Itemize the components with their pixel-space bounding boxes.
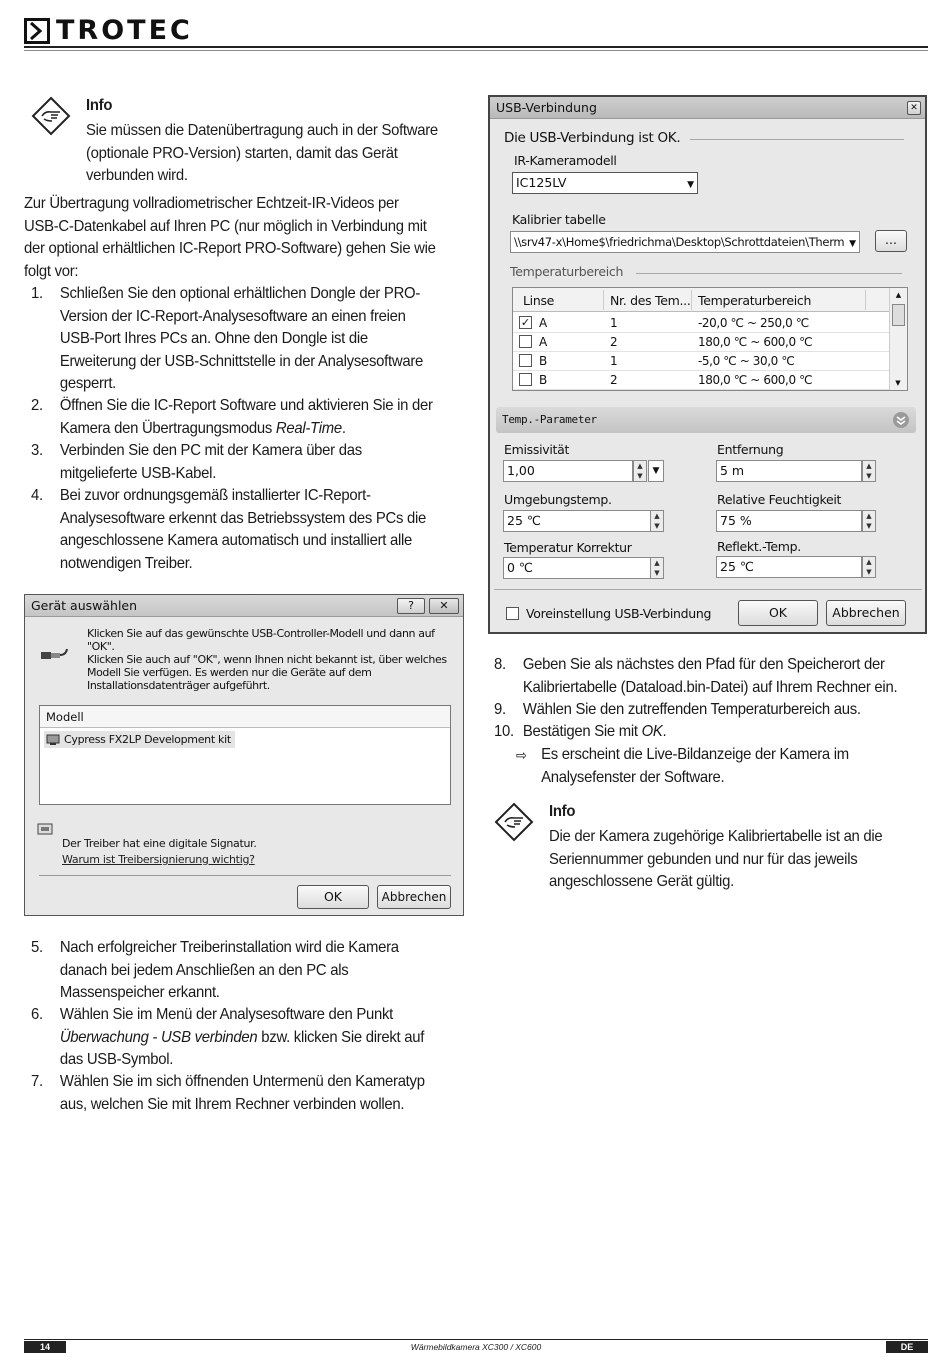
- step-number: 8.: [494, 656, 506, 673]
- usb-connection-dialog: [488, 95, 927, 634]
- step-number: 7.: [31, 1073, 43, 1090]
- step-text: [60, 937, 497, 1005]
- reflected-temp-label: Reflekt.-Temp.: [717, 539, 801, 554]
- device-select-dialog: [24, 594, 464, 916]
- usb-plug-icon: [39, 643, 69, 667]
- step-line-end: .: [341, 419, 346, 437]
- spin-up-icon[interactable]: ▲: [654, 559, 660, 567]
- table-row[interactable]: [513, 371, 889, 390]
- calibration-table-label: Kalibrier tabelle: [512, 212, 606, 227]
- row-checkbox[interactable]: [519, 335, 532, 348]
- temperature-range-group: Temperaturbereich: [510, 264, 624, 279]
- ok-button[interactable]: OK: [297, 885, 369, 909]
- step-text: [60, 283, 497, 396]
- emissivity-dropdown[interactable]: ▼: [648, 460, 664, 482]
- step-text: Wählen Sie den zutreffenden Temperaturbereich aus.: [522, 701, 861, 718]
- divider: [39, 875, 451, 876]
- scroll-thumb[interactable]: [892, 304, 905, 326]
- range-cell: 180,0 ℃ ~ 600,0 ℃: [698, 373, 813, 387]
- step-text: [60, 1071, 497, 1116]
- step-number: 3.: [31, 442, 43, 459]
- info-line: Sie müssen die Datenübertragung auch in der Software: [86, 122, 438, 139]
- temp-parameter-header[interactable]: [496, 407, 916, 433]
- collapse-icon[interactable]: [892, 411, 910, 429]
- result-line: Analysefenster der Software.: [541, 768, 725, 786]
- page-footer: [24, 1339, 928, 1353]
- table-scrollbar[interactable]: [889, 288, 907, 390]
- table-row[interactable]: [513, 352, 889, 371]
- step-line: Bei zuvor ordnungsgemäß installierter IC-Report-: [59, 487, 371, 504]
- step-line: Wählen Sie im Menü der Analysesoftware den Punkt: [59, 1006, 394, 1023]
- temp-correction-input[interactable]: 0 ℃: [503, 557, 651, 579]
- signature-help-link[interactable]: Warum ist Treibersignierung wichtig?: [62, 853, 255, 866]
- brand-logo: TROTEC: [56, 15, 193, 46]
- divider: [494, 589, 922, 590]
- info-text: [549, 826, 882, 894]
- step-number: 9.: [494, 701, 506, 718]
- step-line: [60, 1027, 497, 1050]
- step-line: gesperrt.: [59, 375, 117, 392]
- step-number: 10.: [494, 723, 514, 740]
- result-text: [541, 744, 950, 789]
- column-divider: [603, 290, 604, 310]
- group-line: [636, 273, 902, 274]
- step-line: Nach erfolgreicher Treiberinstallation wird die Kamera: [59, 939, 399, 956]
- scroll-down-icon[interactable]: ▼: [895, 379, 901, 387]
- step-line-end: bzw. klicken Sie direkt auf: [257, 1028, 425, 1046]
- spin-down-icon[interactable]: ▼: [866, 472, 872, 480]
- number-cell: 2: [610, 335, 618, 349]
- ambient-temp-input[interactable]: 25 ℃: [503, 510, 651, 532]
- step-text: [60, 440, 497, 485]
- group-line: [690, 139, 904, 140]
- step-line: Verbinden Sie den PC mit der Kamera über das: [59, 442, 362, 459]
- emissivity-label: Emissivität: [504, 442, 570, 457]
- row-checkbox[interactable]: [519, 354, 532, 367]
- number-cell: 1: [610, 316, 618, 330]
- info-text: [86, 120, 438, 188]
- button-name: OK: [641, 723, 663, 740]
- header-rule-thin: [24, 50, 928, 51]
- intro-paragraph: [24, 193, 436, 283]
- range-cell: -20,0 ℃ ~ 250,0 ℃: [698, 316, 809, 330]
- emissivity-spinner[interactable]: [633, 460, 647, 482]
- temp-correction-spinner[interactable]: [650, 557, 664, 579]
- table-header: [513, 288, 889, 312]
- number-cell: 1: [610, 354, 618, 368]
- step-line: Erweiterung der USB-Schnittstelle in der Analysesoftware: [59, 352, 424, 370]
- temperature-range-table[interactable]: [512, 287, 908, 391]
- chevron-right-icon: [27, 21, 47, 41]
- spin-down-icon[interactable]: ▼: [637, 472, 643, 480]
- dialog-message: [87, 627, 457, 692]
- info-line: Seriennummer gebunden und nur für das jeweils: [549, 850, 858, 868]
- range-cell: 180,0 ℃ ~ 600,0 ℃: [698, 335, 813, 349]
- step-number: 1.: [31, 285, 43, 302]
- step-line: das USB-Symbol.: [59, 1051, 174, 1068]
- step-line: Geben Sie als nächstes den Pfad für den Speicherort der: [522, 656, 885, 673]
- menu-path: Überwachung - USB verbinden: [59, 1028, 258, 1046]
- column-divider: [865, 290, 866, 310]
- row-checkbox[interactable]: [519, 373, 532, 386]
- cancel-button[interactable]: Abbrechen: [377, 885, 451, 909]
- humidity-label: Relative Feuchtigkeit: [717, 492, 842, 507]
- calibration-path-select[interactable]: [510, 231, 860, 253]
- model-item-label: Cypress FX2LP Development kit: [64, 733, 231, 746]
- chevron-down-icon: ▼: [847, 234, 856, 253]
- intro-line: der optional erhältlichen IC-Report PRO-Software) gehen Sie wie: [24, 240, 436, 257]
- info-line: (optionale PRO-Version) starten, damit das Gerät: [86, 144, 398, 162]
- step-line: Öffnen Sie die IC-Report Software und aktivieren Sie in der: [59, 397, 433, 414]
- spin-up-icon[interactable]: ▲: [866, 462, 872, 470]
- step-line-end: .: [662, 723, 667, 740]
- table-row[interactable]: [513, 333, 889, 352]
- step-text: [60, 395, 497, 440]
- reflected-temp-spinner[interactable]: [862, 556, 876, 578]
- info-hand-icon: [494, 802, 534, 842]
- step-number: 2.: [31, 397, 43, 414]
- model-list[interactable]: [39, 705, 451, 805]
- step-line-start: Bestätigen Sie mit: [522, 723, 642, 740]
- spin-down-icon[interactable]: ▼: [866, 522, 872, 530]
- temp-parameter-title: Temp.-Parameter: [502, 413, 597, 426]
- step-line: angeschlossene Kamera automatisch und installiert alle: [59, 532, 413, 549]
- page-header: [24, 14, 928, 54]
- row-checkbox[interactable]: ✓: [520, 316, 531, 329]
- browse-button[interactable]: ...: [875, 230, 907, 252]
- step-number: 4.: [31, 487, 43, 504]
- close-button[interactable]: ✕: [429, 598, 459, 614]
- dialog-title: Gerät auswählen: [25, 595, 463, 617]
- message-line: Modell Sie verfügen. Es werden nur die Geräte auf dem: [87, 666, 372, 679]
- spin-up-icon[interactable]: ▲: [654, 512, 660, 520]
- step-number: 6.: [31, 1006, 43, 1023]
- step-line: Kalibriertabelle (Dataload.bin-Datei) auf Ihrem Rechner ein.: [522, 678, 898, 696]
- column-header-range[interactable]: Temperaturbereich: [698, 293, 812, 308]
- number-cell: 2: [610, 373, 618, 387]
- step-line: notwendigen Treiber.: [59, 554, 193, 572]
- info-hand-icon: [31, 96, 71, 136]
- column-header-number[interactable]: Nr. des Tem...: [610, 293, 691, 308]
- info-title: Info: [549, 803, 576, 820]
- step-line: [60, 418, 497, 441]
- intro-line: folgt vor:: [24, 262, 79, 280]
- lens-cell: A: [539, 335, 547, 349]
- mode-name: Real-Time: [275, 419, 342, 437]
- step-line-start: Kamera den Übertragungsmodus: [59, 419, 276, 437]
- lens-cell: A: [539, 316, 547, 330]
- close-button[interactable]: ✕: [907, 101, 921, 115]
- cancel-button[interactable]: Abbrechen: [826, 600, 906, 626]
- step-text: [60, 485, 497, 575]
- step-line: Massenspeicher erkannt.: [59, 984, 220, 1001]
- signed-driver-icon: [37, 823, 55, 837]
- step-line: USB-Port Ihres PCs an. Ohne den Dongle ist die: [59, 330, 368, 347]
- emissivity-input[interactable]: 1,00: [503, 460, 633, 482]
- message-line: Klicken Sie auch auf "OK", wenn Ihnen nicht bekannt ist, über welches: [87, 653, 447, 666]
- step-number: 5.: [31, 939, 43, 956]
- table-row[interactable]: [513, 314, 889, 333]
- spin-down-icon[interactable]: ▼: [654, 522, 660, 530]
- info-line: Die der Kamera zugehörige Kalibriertabelle ist an die: [549, 828, 883, 845]
- spin-down-icon[interactable]: ▼: [866, 568, 872, 576]
- column-divider: [691, 290, 692, 310]
- step-text: [523, 721, 950, 744]
- step-line: danach bei jedem Anschließen an den PC als: [59, 961, 349, 979]
- step-line: Version der IC-Report-Analysesoftware an einen freien: [59, 307, 406, 325]
- ambient-temp-label: Umgebungstemp.: [504, 492, 612, 507]
- page-number: 14: [24, 1341, 66, 1353]
- signature-text: Der Treiber hat eine digitale Signatur.: [62, 837, 257, 850]
- message-line: Installationsdatenträger aufgeführt.: [87, 679, 270, 692]
- step-line: Wählen Sie im sich öffnenden Untermenü den Kameratyp: [59, 1073, 425, 1090]
- spin-down-icon[interactable]: ▼: [654, 569, 660, 577]
- camera-model-value: IC125LV: [516, 175, 567, 190]
- info-line: angeschlossene Gerät gültig.: [549, 873, 734, 890]
- scroll-up-icon[interactable]: ▲: [895, 291, 902, 299]
- range-cell: -5,0 ℃ ~ 30,0 ℃: [698, 354, 795, 368]
- spin-up-icon[interactable]: ▲: [637, 462, 643, 470]
- chevron-down-icon: ▼: [687, 180, 694, 190]
- distance-input[interactable]: 5 m: [716, 460, 862, 482]
- device-icon: [46, 733, 61, 746]
- spin-up-icon[interactable]: ▲: [866, 512, 872, 520]
- temp-correction-label: Temperatur Korrektur: [504, 540, 632, 555]
- step-line: Schließen Sie den optional erhältlichen Dongle der PRO-: [59, 285, 421, 302]
- model-list-item[interactable]: [44, 731, 235, 748]
- message-line: Klicken Sie auf das gewünschte USB-Controller-Modell und dann auf "OK".: [87, 627, 435, 653]
- step-line: mitgelieferte USB-Kabel.: [59, 464, 217, 482]
- camera-model-select[interactable]: [512, 172, 698, 194]
- info-title: Info: [86, 97, 113, 114]
- language-badge: DE: [886, 1341, 928, 1353]
- usb-preset-label: Voreinstellung USB-Verbindung: [526, 606, 712, 621]
- trotec-logo-mark: [24, 18, 50, 44]
- ambient-temp-spinner[interactable]: [650, 510, 664, 532]
- model-column-header[interactable]: Modell: [40, 706, 450, 728]
- reflected-temp-input[interactable]: 25 ℃: [716, 556, 862, 578]
- header-rule: [24, 46, 928, 48]
- info-line: verbunden wird.: [86, 167, 188, 184]
- distance-spinner[interactable]: [862, 460, 876, 482]
- result-line: Es erscheint die Live-Bildanzeige der Kamera im: [541, 746, 849, 763]
- intro-line: Zur Übertragung vollradiometrischer Echtzeit-IR-Videos per: [24, 195, 399, 212]
- column-header-lens[interactable]: Linse: [523, 293, 555, 308]
- distance-label: Entfernung: [717, 442, 784, 457]
- step-line: Analysesoftware erkennt das Betriebssystem des PCs die: [59, 509, 427, 527]
- humidity-input[interactable]: 75 %: [716, 510, 862, 532]
- step-text: [523, 654, 950, 699]
- step-line: aus, welchen Sie mit Ihrem Rechner verbinden wollen.: [59, 1095, 405, 1113]
- result-arrow-icon: ⇨: [516, 747, 527, 763]
- lens-cell: B: [539, 354, 547, 368]
- spin-up-icon[interactable]: ▲: [866, 558, 872, 566]
- document-title: Wärmebildkamera XC300 / XC600: [410, 1342, 542, 1352]
- calibration-path-value: \\srv47-x\Home$\friedrichma\Desktop\Schrottdateien\Therm: [514, 235, 845, 249]
- camera-model-label: IR-Kameramodell: [514, 153, 617, 168]
- humidity-spinner[interactable]: [862, 510, 876, 532]
- dialog-title: USB-Verbindung: [490, 97, 925, 119]
- help-button[interactable]: ?: [397, 598, 425, 614]
- lens-cell: B: [539, 373, 547, 387]
- ok-button[interactable]: OK: [738, 600, 818, 626]
- connection-status: Die USB-Verbindung ist OK.: [504, 130, 681, 146]
- intro-line: USB-C-Datenkabel auf Ihren PC (nur möglich in Verbindung mit: [24, 217, 427, 235]
- step-text: [60, 1004, 497, 1072]
- usb-preset-checkbox[interactable]: [506, 607, 519, 620]
